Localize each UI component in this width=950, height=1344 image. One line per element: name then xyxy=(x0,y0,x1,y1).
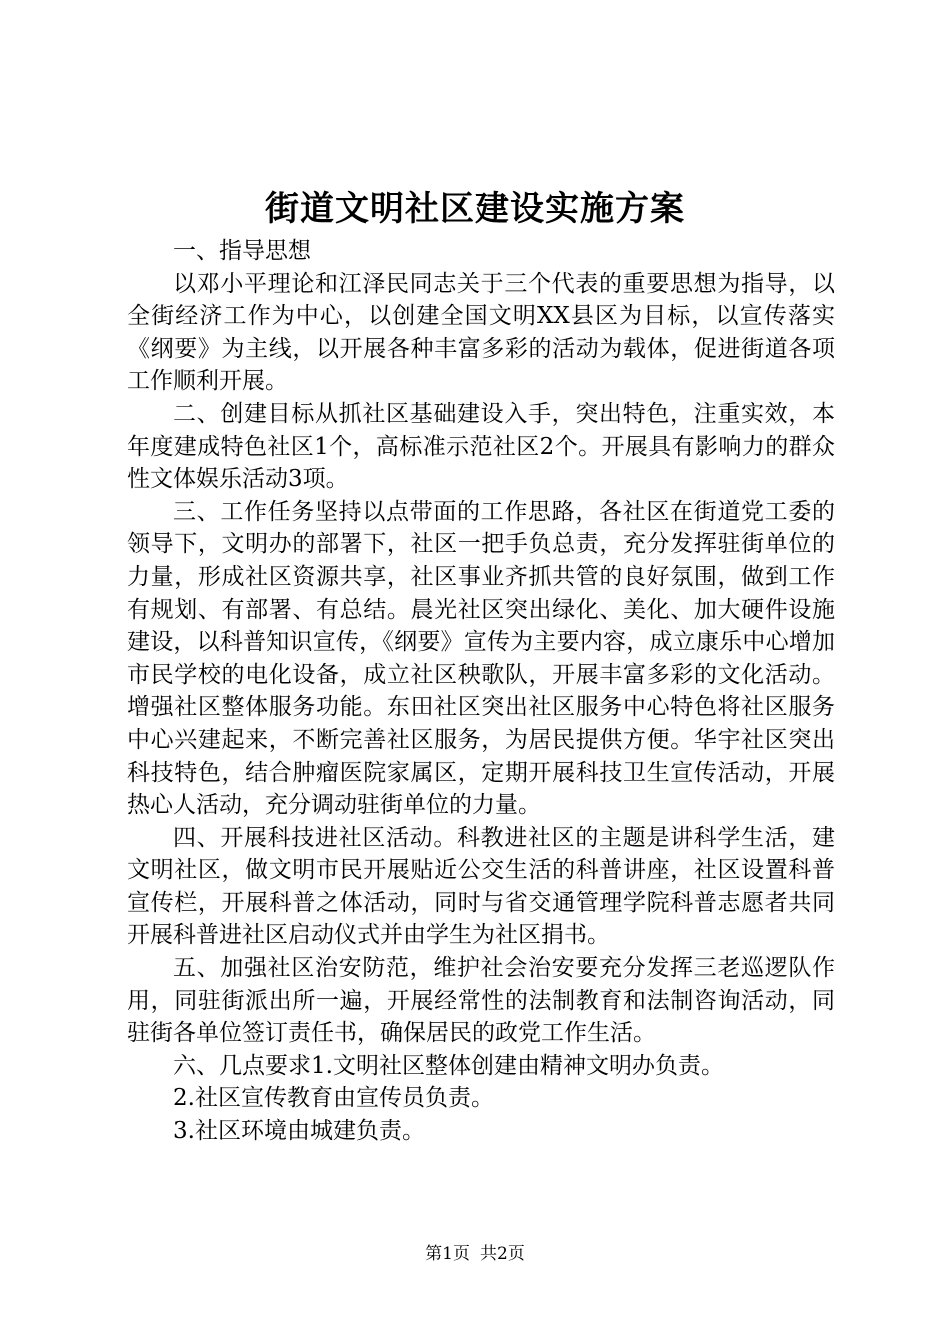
requirement-item-3: 3.社区环境由城建负责。 xyxy=(173,1118,425,1145)
section-heading-guiding-ideology: 一、指导思想 xyxy=(173,238,311,264)
paragraph-guiding-ideology: 以邓小平理论和江泽民同志关于三个代表的重要思想为指导，以全街经济工作为中心，以创建全国文明XX县区为目标，以宣传落实《纲要》为主线，以开展各种丰富多彩的活动为载体，促进街道各项工作顺利开展。 xyxy=(127,270,835,395)
paragraph-science-activities: 四、开展科技进社区活动。科教进社区的主题是讲科学生活，建文明社区，做文明市民开展贴近公交生活的科普讲座，社区设置科普宣传栏，开展科普之体活动，同时与省交通管理学院科普志愿者共同开展科普进社区启动仪式并由学生为社区捐书。 xyxy=(127,824,835,949)
paragraph-tasks: 三、工作任务坚持以点带面的工作思路，各社区在街道党工委的领导下，文明办的部署下，社区一把手负总责，充分发挥驻街单位的力量，形成社区资源共享，社区事业齐抓共管的良好氛围，做到工作有规划、有部署、有总结。晨光社区突出绿化、美化、加大硬件设施建设，以科普知识宣传，《纲要》宣传为主要内容，成立康乐中心增加市民学校的电化设备，成立社区秧歌队，开展丰富多彩的文化活动。增强社区整体服务功能。东田社区突出社区服务中心特色将社区服务中心兴建起来，不断完善社区服务，为居民提供方便。华宇社区突出科技特色，结合肿瘤医院家属区，定期开展科技卫生宣传活动，开展热心人活动，充分调动驻街单位的力量。 xyxy=(127,498,835,819)
document-body xyxy=(127,235,835,1148)
paragraph-goals: 二、创建目标从抓社区基础建设入手，突出特色，注重实效，本年度建成特色社区1个，高标准示范社区2个。开展具有影响力的群众性文体娱乐活动3项。 xyxy=(127,400,835,493)
document-title: 街道文明社区建设实施方案 xyxy=(265,189,685,229)
requirement-item-2: 2.社区宣传教育由宣传员负责。 xyxy=(173,1085,494,1112)
page-number: 第1页 xyxy=(425,1244,470,1264)
paragraph-security: 五、加强社区治安防范，维护社会治安要充分发挥三老巡逻队作用，同驻街派出所一遍，开展经常性的法制教育和法制咨询活动，同驻街各单位签订责任书，确保居民的政党工作生活。 xyxy=(127,955,835,1047)
page-total: 共2页 xyxy=(480,1244,525,1264)
page-footer xyxy=(0,1242,950,1266)
paragraph-requirements: 六、几点要求1.文明社区整体创建由精神文明办负责。 xyxy=(173,1052,724,1079)
